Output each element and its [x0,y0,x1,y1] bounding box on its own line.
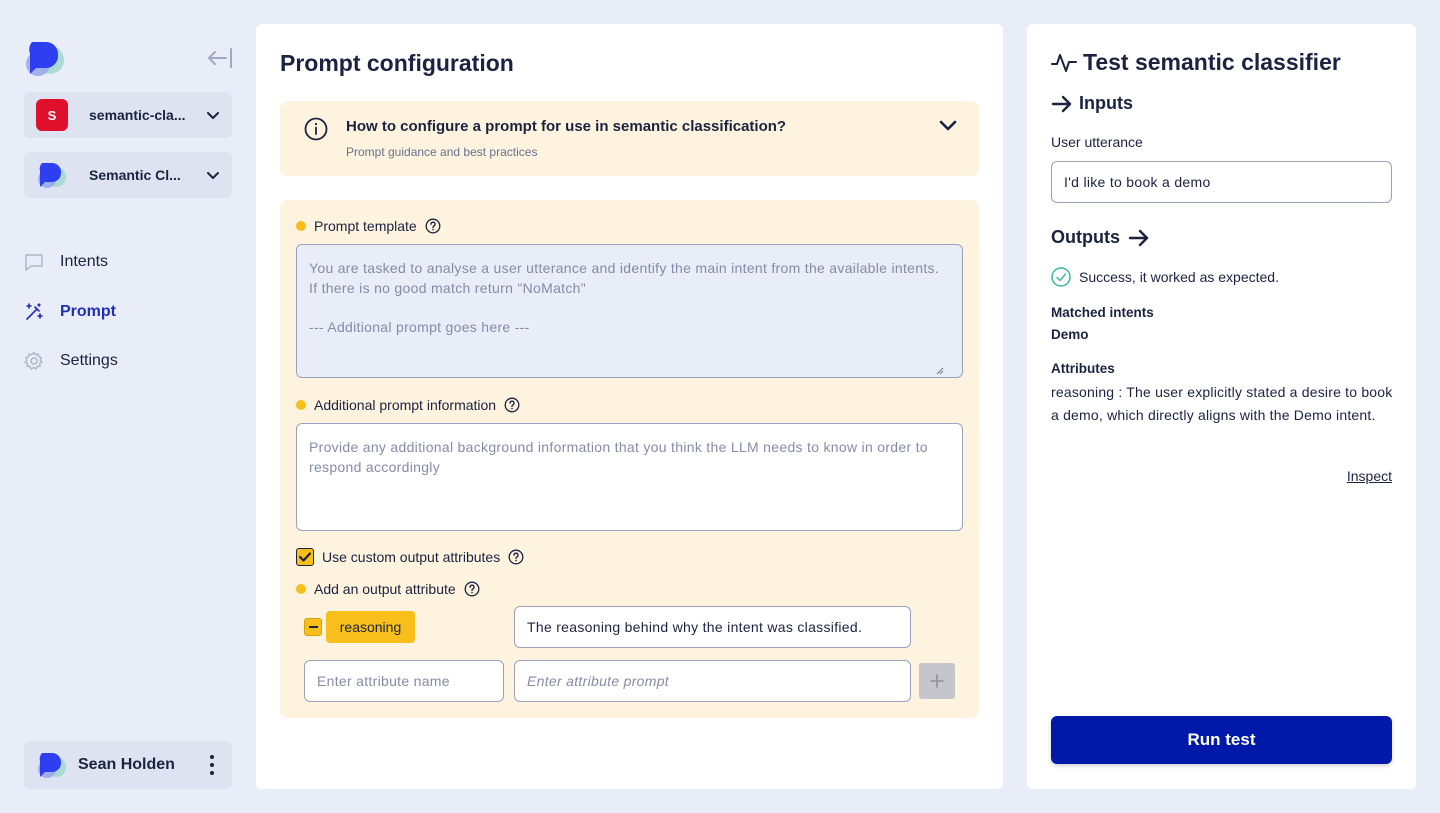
required-dot [296,584,306,594]
field-label-text: Add an output attribute [314,581,456,597]
additional-info-textarea[interactable]: Provide any additional background information that you think the LLM needs to know in order to respond accordingly [296,423,963,531]
prompt-guidance-accordion[interactable] [280,101,979,176]
sidebar-item-prompt[interactable] [24,296,232,328]
help-icon[interactable] [425,218,441,234]
collapse-sidebar-icon[interactable] [206,46,234,70]
chevron-down-icon[interactable] [939,117,957,135]
attributes-label: Attributes [1051,361,1115,376]
help-icon[interactable] [464,581,480,597]
status-message [1051,267,1279,287]
matched-intents-value: Demo [1051,327,1089,342]
attribute-name-chip: reasoning [326,611,415,643]
status-text: Success, it worked as expected. [1079,269,1279,285]
required-dot [296,400,306,410]
custom-attributes-toggle[interactable] [296,548,524,566]
chevron-down-icon [206,108,220,122]
test-classifier-panel [1027,24,1416,789]
checkbox[interactable] [296,548,314,566]
prompt-template-label [296,218,441,234]
resize-handle-icon[interactable] [936,367,944,375]
field-label-text: Additional prompt information [314,397,497,413]
utterance-input[interactable]: I'd like to book a demo [1051,161,1392,203]
project-name: Semantic Cl... [89,167,181,183]
inputs-heading [1051,93,1133,114]
attribute-prompt-input[interactable]: Enter attribute prompt [514,660,911,702]
checkbox-label: Use custom output attributes [322,549,501,565]
attribute-name-input[interactable]: Enter attribute name [304,660,504,702]
project-selector[interactable] [24,152,232,198]
app-logo [24,38,66,78]
section-label: Outputs [1051,227,1120,247]
check-circle-icon [1051,267,1071,287]
add-attribute-button[interactable] [919,663,955,699]
sidebar-item-intents[interactable] [24,246,232,278]
add-attribute-label [296,581,480,597]
utterance-label: User utterance [1051,134,1143,150]
workspace-selector[interactable] [24,92,232,138]
remove-attribute-button[interactable] [304,618,322,636]
attributes-value: reasoning : The user explicitly stated a desire to book a demo, which directly aligns with the Demo intent. [1051,384,1393,423]
section-label: Inputs [1079,93,1133,113]
avatar [36,749,68,781]
user-card[interactable] [24,741,232,789]
test-panel-title [1051,49,1341,76]
sidebar [0,0,256,813]
workspace-name: semantic-cla... [89,107,186,123]
sidebar-item-settings[interactable] [24,345,232,377]
field-label-text: Prompt template [314,218,417,234]
prompt-configuration-panel [256,24,1003,789]
user-name: Sean Holden [78,756,175,773]
plus-icon [930,674,944,688]
inspect-link[interactable]: Inspect [1346,468,1392,484]
prompt-template-textarea[interactable]: You are tasked to analyse a user utterance and identify the main intent from the available intents. If there is no good match return "NoMatch" --- Additional prompt goes here --- [296,244,963,378]
sidebar-item-label: Prompt [60,302,116,320]
panel-title-text: Test semantic classifier [1083,49,1341,75]
matched-intents-label: Matched intents [1051,305,1154,320]
chevron-down-icon [206,168,220,182]
help-icon[interactable] [508,549,524,565]
guidance-subtitle: Prompt guidance and best practices [346,145,538,159]
activity-icon [1051,50,1077,76]
run-test-button[interactable]: Run test [1051,716,1392,764]
magic-wand-icon [24,302,44,322]
attribute-prompt-field[interactable]: The reasoning behind why the intent was classified. [514,606,911,648]
chat-bubble-icon [24,252,44,272]
sidebar-item-label: Intents [60,253,109,270]
sidebar-nav [24,246,232,395]
additional-info-label [296,397,520,413]
prompt-form [280,200,979,718]
gear-icon [24,351,44,371]
outputs-heading [1051,227,1150,248]
workspace-badge: S [36,99,68,131]
page-title: Prompt configuration [280,50,514,76]
required-dot [296,221,306,231]
more-options-icon[interactable] [204,753,220,777]
arrow-right-icon [1128,229,1150,247]
project-logo [36,159,68,191]
help-icon[interactable] [504,397,520,413]
sidebar-item-label: Settings [60,352,118,369]
info-icon [304,117,328,141]
arrow-right-icon [1051,95,1073,113]
guidance-title: How to configure a prompt for use in semantic classification? [346,118,787,135]
